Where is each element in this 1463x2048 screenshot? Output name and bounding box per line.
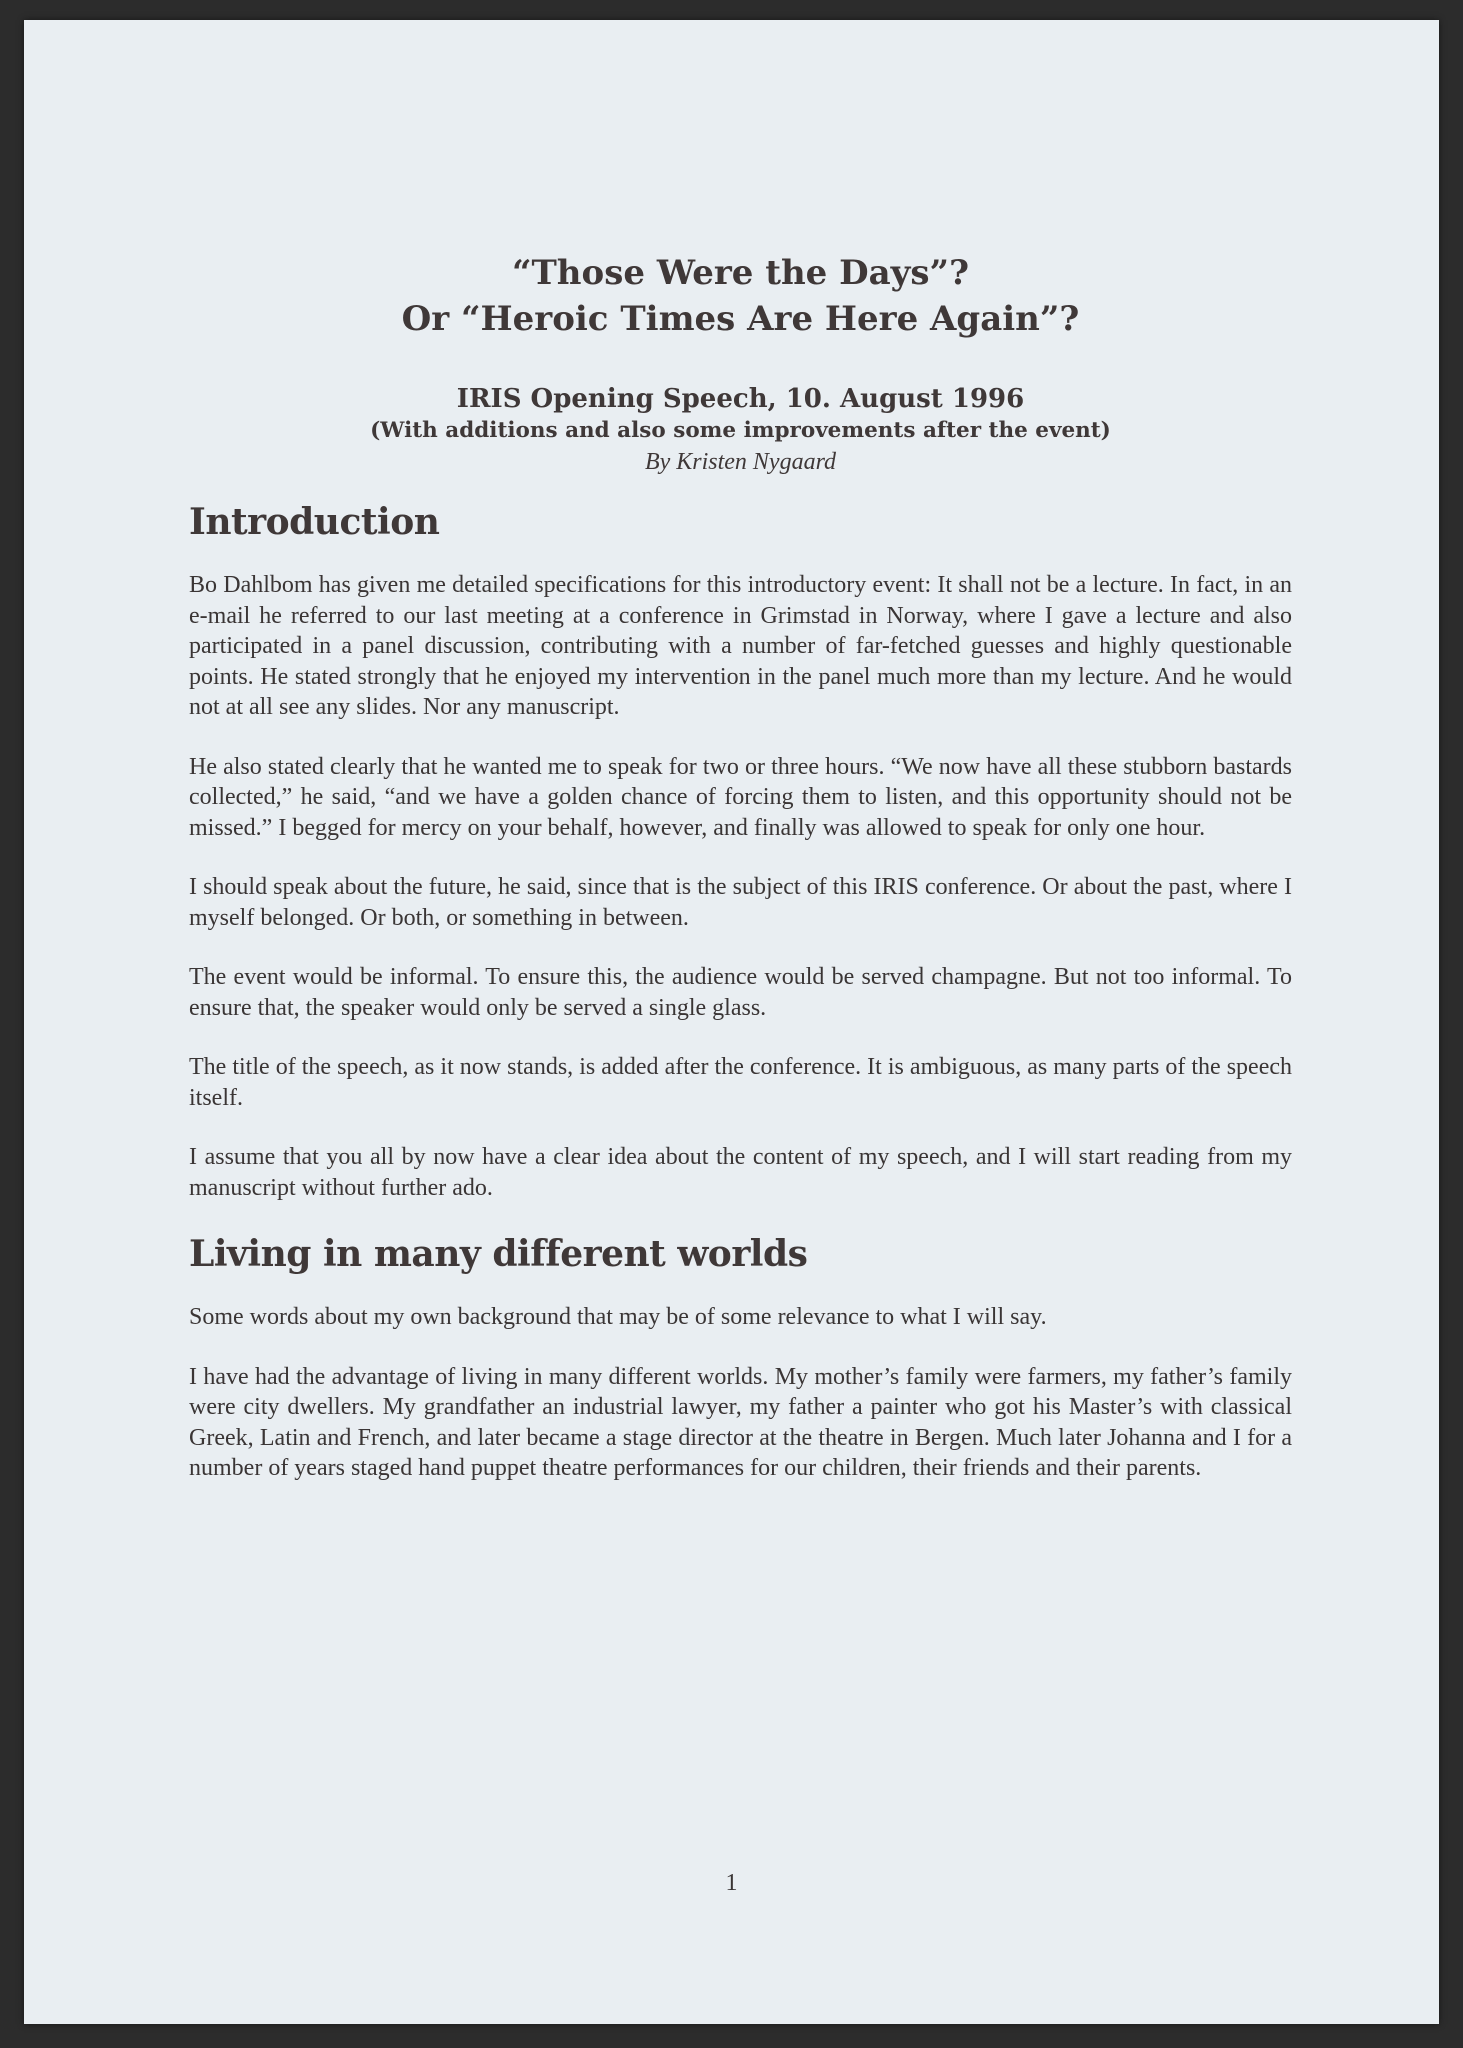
paragraph: I assume that you all by now have a clear idea about the content of my speech, and I will start reading from my manuscript without further ado. — [189, 1144, 1292, 1201]
document-content — [189, 250, 1292, 1513]
section-heading-living-in-many-worlds: Living in many different worlds — [189, 1233, 808, 1275]
document-page — [24, 20, 1439, 2024]
section-heading-introduction: Introduction — [189, 501, 440, 543]
page-number: 1 — [725, 1870, 738, 1896]
document-title-line-1: “Those Were the Days”? — [511, 253, 970, 293]
paragraph: Bo Dahlbom has given me detailed specifications for this introductory event: It shall not be a lecture. In fact, in an e-mail he referred to our last meeting at a conference in Grimstad in Norway, where I gave a lecture and also participated in a panel discussion, contributing with a number of far-fetched guesses and highly questionable points. He stated strongly that he enjoyed my intervention in the panel much more than my lecture. And he would not at all see any slides. Nor any manuscript. — [189, 572, 1292, 720]
speech-subtitle: IRIS Opening Speech, 10. August 1996 — [456, 384, 1025, 414]
paragraph: The event would be informal. To ensure this, the audience would be served champagne. But not too informal. To ensure that, the speaker would only be served a single glass. — [189, 964, 1292, 1021]
author-byline: By Kristen Nygaard — [644, 449, 837, 475]
paragraph: I should speak about the future, he said, since that is the subject of this IRIS conference. Or about the past, where I myself belonged. Or both, or something in between. — [189, 874, 1292, 931]
paragraph: I have had the advantage of living in many different worlds. My mother’s family were farmers, my father’s family were city dwellers. My grandfather an industrial lawyer, my father a painter who got his Master’s with classical Greek, Latin and French, and later became a stage director at the theatre in Bergen. Much later Johanna and I for a number of years staged hand puppet theatre performances for our children, their friends and their parents. — [189, 1363, 1292, 1481]
paragraph: The title of the speech, as it now stands, is added after the conference. It is ambiguous, as many parts of the speech itself. — [189, 1054, 1292, 1111]
speech-subnote: (With additions and also some improvements after the event) — [370, 418, 1111, 443]
document-title-line-2: Or “Heroic Times Are Here Again”? — [401, 299, 1080, 339]
paragraph: He also stated clearly that he wanted me to speak for two or three hours. “We now have all these stubborn bastards collected,” he said, “and we have a golden chance of forcing them to listen, and this opportunity should not be missed.” I begged for mercy on your behalf, however, and finally was allowed to speak for only one hour. — [189, 753, 1292, 841]
paragraph: Some words about my own background that may be of some relevance to what I will say. — [189, 1304, 1047, 1330]
